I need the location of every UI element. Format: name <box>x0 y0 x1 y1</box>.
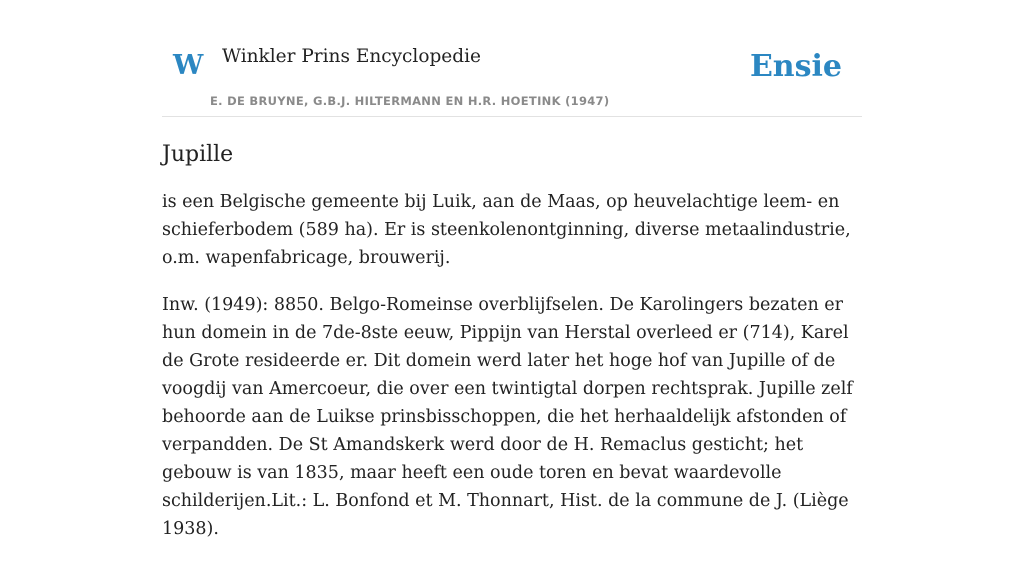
winkler-prins-logo[interactable]: W <box>173 50 204 81</box>
source-authors: E. DE BRUYNE, G.B.J. HILTERMANN EN H.R. HOETINK (1947) <box>210 94 610 108</box>
article-title: Jupille <box>162 142 234 167</box>
ensie-logo[interactable]: Ensie <box>749 49 842 84</box>
source-title[interactable]: Winkler Prins Encyclopedie <box>222 46 481 67</box>
article <box>162 138 862 562</box>
article-paragraph: is een Belgische gemeente bij Luik, aan de Maas, op heuvelachtige leem- en schieferbodem (589 ha). Er is steenkolenontginning, diverse metaalindustrie, o.m. wapenfabricage, brouwerij. <box>162 192 851 268</box>
article-paragraph: Inw. (1949): 8850. Belgo-Romeinse overblijfselen. De Karolingers bezaten er hun domein in de 7de-8ste eeuw, Pippijn van Herstal overleed er (714), Karel de Grote resideerde er. Dit domein werd later het hoge hof van Jupille of de voogdij van Amercoeur, die over een twintigtal dorpen rechtsprak. Jupille zelf behoorde aan de Luikse prinsbisschoppen, die het herhaaldelijk afstonden of verpandden. De St Amandskerk werd door de H. Remaclus gesticht; het gebouw is van 1835, maar heeft een oude toren en bevat waardevolle schilderijen.Lit.: L. Bonfond et M. Thonnart, Hist. de la commune de J. (Liège 1938). <box>162 295 853 539</box>
site-header <box>162 36 862 117</box>
